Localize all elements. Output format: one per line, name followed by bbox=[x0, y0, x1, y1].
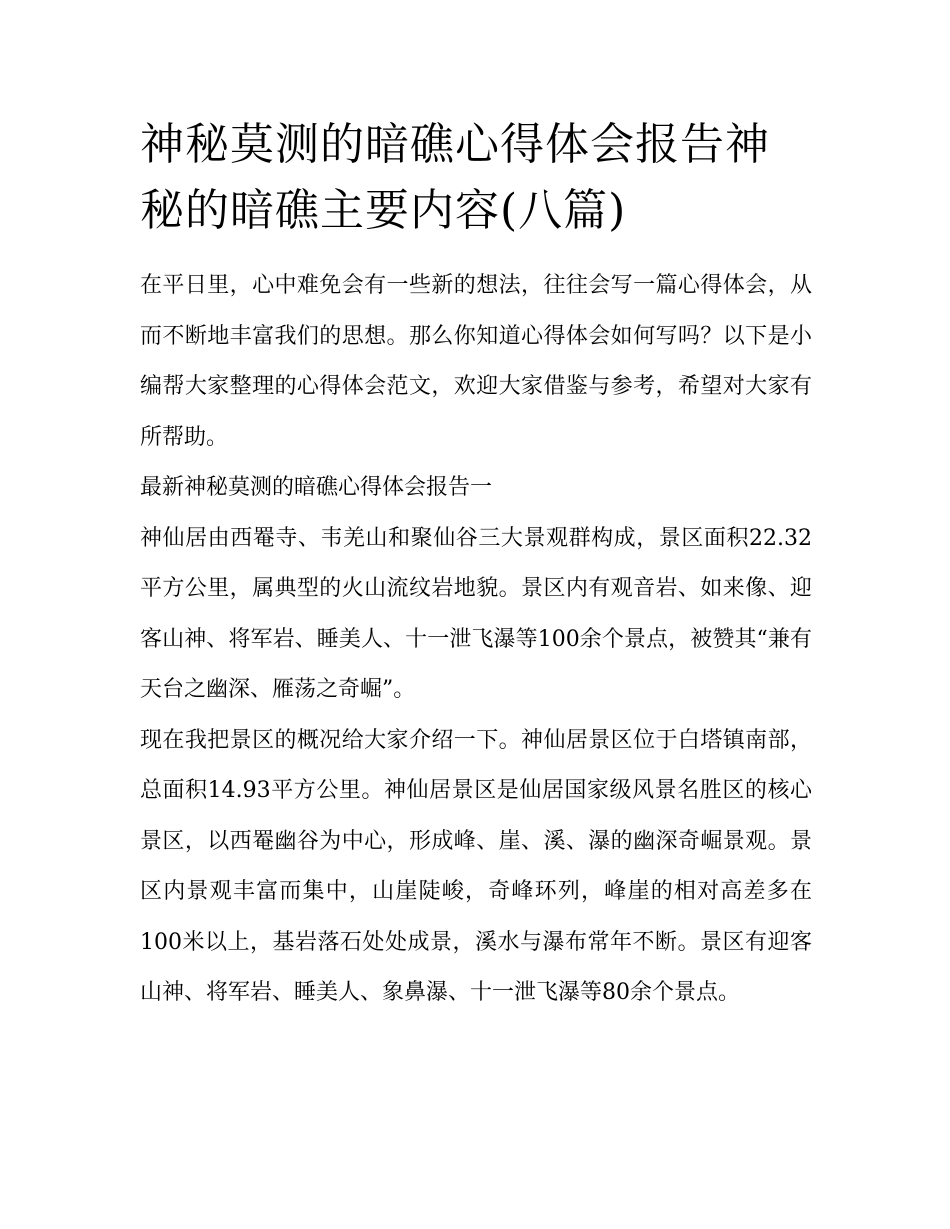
document-title: 神秘莫测的暗礁心得体会报告神秘的暗礁主要内容(八篇) bbox=[140, 119, 770, 236]
body-paragraph-2: 现在我把景区的概况给大家介绍一下。神仙居景区位于白塔镇南部，总面积14.93平方公里。神仙居景区是仙居国家级风景名胜区的核心景区，以西罨幽谷为中心，形成峰、崖、溪、瀑的幽深奇崛景观。景区内景观丰富而集中，山崖陡峻，奇峰环列，峰崖的相对高差多在100米以上，基岩落石处处成景，溪水与瀑布常年不断。景区有迎客山神、将军岩、睡美人、象鼻瀑、十一泄飞瀑等80余个景点。 bbox=[140, 727, 812, 1005]
section-heading: 最新神秘莫测的暗礁心得体会报告一 bbox=[140, 475, 493, 500]
body-paragraph-1: 神仙居由西罨寺、韦羌山和聚仙谷三大景观群构成，景区面积22.32平方公里，属典型的火山流纹岩地貌。景区内有观音岩、如来像、迎客山神、将军岩、睡美人、十一泄飞瀑等100余个景点，被赞其“兼有天台之幽深、雁荡之奇崛”。 bbox=[140, 525, 812, 702]
document-page bbox=[140, 112, 812, 1019]
intro-paragraph: 在平日里，心中难免会有一些新的想法，往往会写一篇心得体会，从而不断地丰富我们的思想。那么你知道心得体会如何写吗？以下是小编帮大家整理的心得体会范文，欢迎大家借鉴与参考，希望对大家有所帮助。 bbox=[140, 273, 812, 450]
